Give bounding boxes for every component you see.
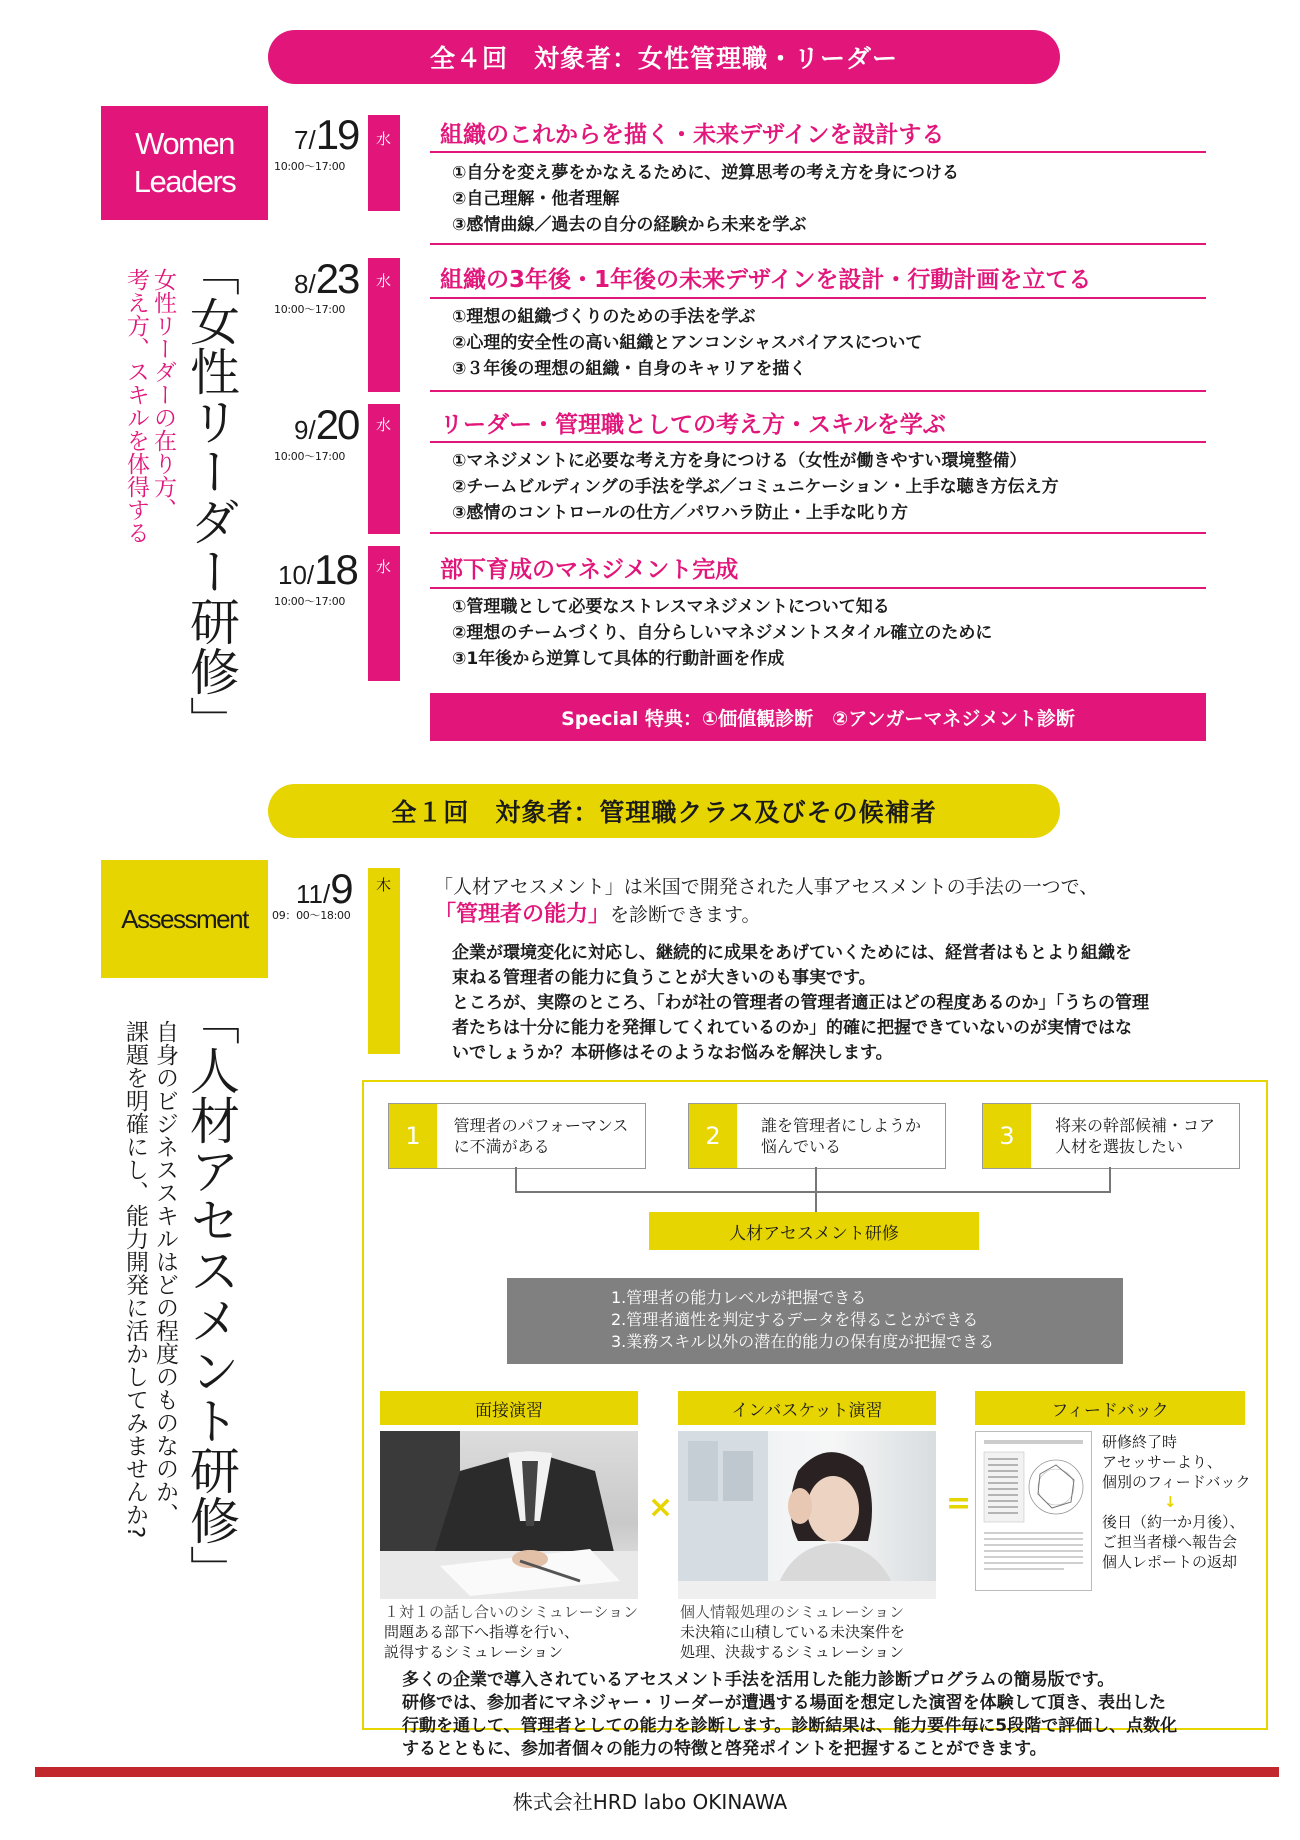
- feedback-line: 研修終了時: [1102, 1433, 1178, 1451]
- session-4-item: ②理想のチームづくり、自分らしいマネジメントスタイル確立のために: [452, 623, 993, 643]
- session-3-weekday: 水: [376, 416, 392, 434]
- women-vertical-sub1: 女性リーダーの在り方、: [150, 268, 176, 521]
- assessment-vertical-sub1: 自身のビジネススキルはどの程度のものなのか、: [152, 1020, 178, 1526]
- session-3-bottom-rule: [430, 532, 1206, 534]
- feedback-text: [1102, 1432, 1251, 1572]
- session-1-date: 7/19: [294, 111, 359, 158]
- session-2-item: ③３年後の理想の組織・自身のキャリアを描く: [452, 359, 807, 379]
- paragraph-line: 企業が環境変化に対応し、継続的に成果をあげていくためには、経営者はもとより組織を: [452, 943, 1132, 963]
- women-tag-line2: Leaders: [133, 164, 236, 199]
- assessment-tag: Assessment: [101, 860, 268, 978]
- session-4-items: [452, 594, 992, 672]
- inbasket-caption: [680, 1602, 905, 1662]
- session-1-weekday: 水: [376, 130, 392, 148]
- problem-box-3: [982, 1103, 1240, 1169]
- exercise-label-inbasket: インバスケット演習: [678, 1391, 936, 1425]
- interview-photo: [380, 1431, 638, 1599]
- problem-box-2: [688, 1103, 946, 1169]
- caption-line: １対１の話し合いのシミュレーション: [384, 1603, 639, 1621]
- exercise-label-interview: 面接演習: [380, 1391, 638, 1425]
- session-1-item: ③感情曲線／過去の自分の経験から未来を学ぶ: [452, 215, 807, 235]
- session-2-items: [452, 304, 922, 382]
- session-4-date: 10/18: [278, 546, 357, 593]
- footer-rule: [35, 1767, 1279, 1777]
- caption-line: 個人情報処理のシミュレーション: [680, 1603, 905, 1621]
- times-sign: ×: [648, 1490, 674, 1525]
- session-1-items: [452, 160, 959, 238]
- connector-line: [1109, 1167, 1111, 1192]
- feedback-line: 個別のフィードバック: [1102, 1473, 1251, 1491]
- session-4-time: 10:00～17:00: [274, 595, 346, 608]
- problem-text: 誰を管理者にしようか 悩んでいる: [760, 1116, 921, 1156]
- session-3-title: リーダー・管理職としての考え方・スキルを学ぶ: [440, 412, 946, 438]
- connector-line: [515, 1167, 517, 1192]
- session-3-date: 9/20: [294, 401, 359, 448]
- assessment-vertical-sub2: 課題を明確にし、能力開発に活かしてみませんか?: [122, 1020, 148, 1539]
- session-2-title: 組織の3年後・1年後の未来デザインを設計・行動計画を立てる: [440, 267, 1092, 293]
- caption-line: 説得するシミュレーション: [384, 1643, 564, 1661]
- intro-highlight: 「管理者の能力」: [434, 902, 611, 927]
- exercise-label-feedback: フィードバック: [975, 1391, 1245, 1425]
- assessment-intro-line2: [434, 902, 761, 928]
- outcomes-box: [507, 1278, 1123, 1364]
- session-4-item: ③1年後から逆算して具体的行動計画を作成: [452, 649, 785, 669]
- outcome-item: 3.業務スキル以外の潜在的能力の保有度が把握できる: [611, 1332, 995, 1351]
- problem-text: 管理者のパフォーマンス に不満がある: [453, 1116, 629, 1156]
- session-1-bottom-rule: [430, 243, 1206, 245]
- interview-caption: [384, 1602, 638, 1662]
- women-banner: 全４回 対象者：女性管理職・リーダー: [268, 30, 1060, 84]
- assessment-intro-line1: 「人材アセスメント」は米国で開発された人事アセスメントの手法の一つで、: [434, 876, 1099, 898]
- problem-number: 3: [983, 1104, 1031, 1168]
- intro-line2-rest: を診断できます。: [610, 904, 761, 926]
- session-1-rule: [430, 151, 1206, 153]
- feedback-line: ご担当者様へ報告会: [1102, 1533, 1238, 1551]
- session-2-bottom-rule: [430, 390, 1206, 392]
- session-3-item: ③感情のコントロールの仕方／パワハラ防止・上手な叱り方: [452, 503, 909, 523]
- session-2-time: 10:00～17:00: [274, 303, 346, 316]
- assessment-paragraph: [452, 941, 1212, 1066]
- session-3-item: ②チームビルディングの手法を学ぶ／コミュニケーション・上手な聴き方伝え方: [452, 477, 1059, 497]
- session-3-items: [452, 448, 1059, 526]
- session-2-weekday: 水: [376, 272, 392, 290]
- assessment-summary: [402, 1669, 1252, 1761]
- arrow-down-icon: ↓: [1164, 1493, 1177, 1511]
- caption-line: 未決箱に山積している未決案件を: [680, 1623, 906, 1641]
- women-leaders-tag: [101, 106, 268, 220]
- session-4-weekday: 水: [376, 558, 392, 576]
- session-4-rule: [430, 587, 1206, 589]
- caption-line: 処理、決裁するシミュレーション: [680, 1643, 905, 1661]
- problem-number: 2: [689, 1104, 737, 1168]
- summary-line: 多くの企業で導入されているアセスメント手法を活用した能力診断プログラムの簡易版です。: [402, 1670, 1115, 1690]
- session-2-item: ①理想の組織づくりのための手法を学ぶ: [452, 307, 756, 327]
- footer-company: 株式会社HRD labo OKINAWA: [512, 1790, 788, 1814]
- assessment-date: 11/9: [296, 865, 352, 912]
- session-1-time: 10:00～17:00: [274, 160, 346, 173]
- session-3-item: ①マネジメントに必要な考え方を身につける（女性が働きやすい環境整備）: [452, 451, 1027, 471]
- feedback-line: 個人レポートの返却: [1102, 1553, 1238, 1571]
- program-box: 人材アセスメント研修: [649, 1212, 979, 1250]
- summary-line: 行動を通して、管理者としての能力を診断します。診断結果は、能力要件毎に5段階で評価し、点数化: [402, 1716, 1178, 1736]
- session-4-title: 部下育成のマネジメント完成: [440, 557, 739, 583]
- paragraph-line: 束ねる管理者の能力に負うことが大きいのも事実です。: [452, 968, 876, 988]
- feedback-line: アセッサーより、: [1102, 1453, 1222, 1471]
- session-1-title: 組織のこれからを描く・未来デザインを設計する: [440, 122, 945, 148]
- paragraph-line: ところが、実際のところ、「わが社の管理者の管理者適正はどの程度あるのか」「うちの管理: [452, 993, 1149, 1013]
- paragraph-line: いでしょうか？本研修はそのようなお悩みを解決します。: [452, 1043, 893, 1063]
- session-1-item: ②自己理解・他者理解: [452, 189, 620, 209]
- assessment-banner: 全１回 対象者：管理職クラス及びその候補者: [268, 784, 1060, 838]
- session-4-item: ①管理職として必要なストレスマネジメントについて知る: [452, 597, 890, 617]
- outcome-item: 2.管理者適性を判定するデータを得ることができる: [611, 1310, 979, 1329]
- special-bonus-banner: Special 特典：①価値観診断 ②アンガーマネジメント診断: [430, 693, 1206, 741]
- problem-box-1: [388, 1103, 646, 1169]
- women-vertical-title: 「女性リーダー研修」: [182, 246, 240, 746]
- session-2-rule: [430, 297, 1206, 299]
- session-3-time: 10:00～17:00: [274, 450, 346, 463]
- assessment-time: 09：00～18:00: [272, 909, 351, 922]
- assessment-weekday: 木: [376, 876, 392, 894]
- feedback-line: 後日（約一か月後）、: [1102, 1513, 1245, 1531]
- problem-number: 1: [389, 1104, 437, 1168]
- outcome-item: 1.管理者の能力レベルが把握できる: [611, 1288, 867, 1307]
- feedback-report-sheet: [975, 1431, 1092, 1591]
- equals-sign: =: [946, 1486, 972, 1521]
- session-1-item: ①自分を変え夢をかなえるために、逆算思考の考え方を身につける: [452, 163, 960, 183]
- summary-line: 研修では、参加者にマネジャー・リーダーが遭遇する場面を想定した演習を体験して頂き、表出した: [402, 1693, 1166, 1713]
- women-tag-line1: Women: [135, 126, 234, 161]
- inbasket-photo: [678, 1431, 936, 1599]
- session-2-item: ②心理的安全性の高い組織とアンコンシャスバイアスについて: [452, 333, 923, 353]
- connector-line: [815, 1167, 817, 1213]
- paragraph-line: 者たちは十分に能力を発揮してくれているのか」的確に把握できていないのが実情ではな: [452, 1018, 1132, 1038]
- summary-line: するとともに、参加者個々の能力の特徴と啓発ポイントを把握することができます。: [402, 1739, 1047, 1759]
- assessment-vertical-title: 「人材アセスメント研修」: [182, 995, 240, 1595]
- assessment-bar: [368, 868, 400, 1054]
- session-2-date: 8/23: [294, 255, 359, 302]
- session-3-rule: [430, 441, 1206, 443]
- problem-text: 将来の幹部候補・コア 人材を選抜したい: [1054, 1116, 1215, 1156]
- connector-line: [515, 1191, 1111, 1193]
- caption-line: 問題ある部下へ指導を行い、: [384, 1623, 580, 1641]
- women-vertical-sub2: 考え方、スキルを体得する: [123, 268, 149, 544]
